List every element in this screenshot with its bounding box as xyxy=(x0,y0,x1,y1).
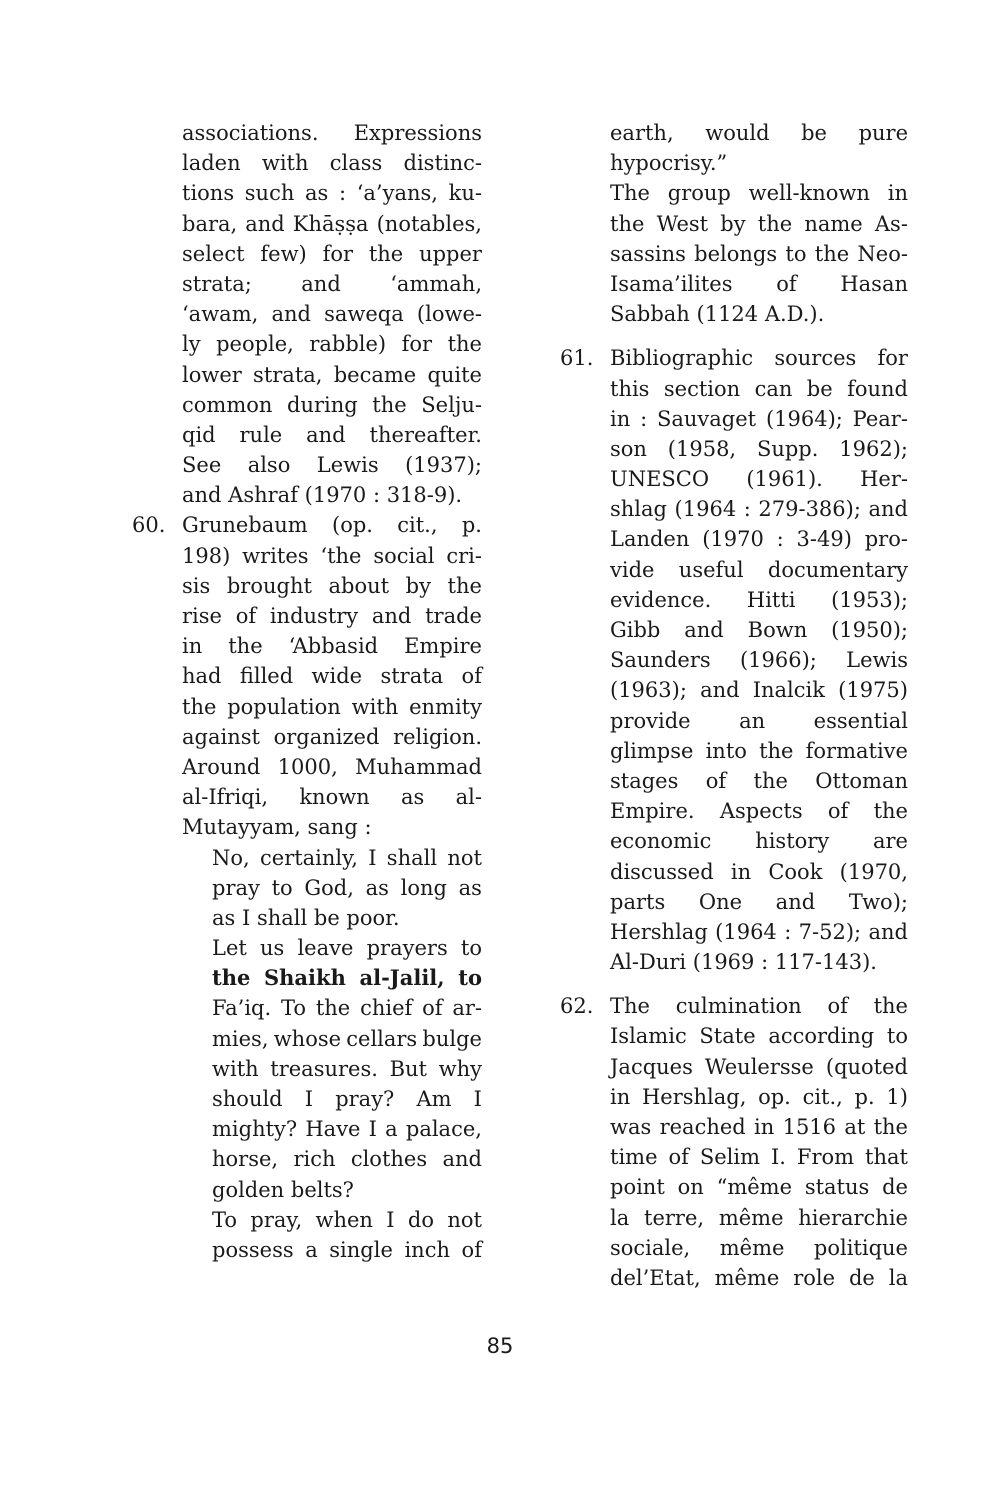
text-line: Around 1000, Muhammad xyxy=(182,754,482,779)
text-line: parts One and Two); xyxy=(610,889,908,914)
text-line: Islamic State according to xyxy=(610,1024,908,1049)
text-line: the West by the name As- xyxy=(610,211,908,236)
assassins-paragraph xyxy=(610,178,908,329)
footnote-number: 60. xyxy=(132,513,166,538)
text-line: Jacques Weulersse (quoted xyxy=(610,1054,908,1079)
text-line: laden with class distinc- xyxy=(182,151,482,176)
text-line: hypocrisy.” xyxy=(610,151,728,176)
text-line: stages of the Ottoman xyxy=(610,768,908,793)
text-line: sassins belongs to the Neo- xyxy=(610,241,908,266)
text-line: The culmination of the xyxy=(610,994,908,1019)
text-line: Mutayyam, sang : xyxy=(182,815,372,840)
text-line: Saunders (1966); Lewis xyxy=(610,648,908,673)
text-line: point on “même status de xyxy=(610,1175,908,1200)
verse-line: To pray, when I do not xyxy=(212,1207,482,1232)
verse-line: with treasures. But why xyxy=(212,1056,482,1081)
verse-line: horse, rich clothes and xyxy=(212,1147,482,1172)
text-line: UNESCO (1961). Her- xyxy=(610,467,908,492)
paragraph-continued xyxy=(182,118,482,510)
text-line: del’Etat, même role de la xyxy=(610,1265,908,1290)
text-line: Gibb and Bown (1950); xyxy=(610,618,908,642)
verse-line: should I pray? Am I xyxy=(212,1087,482,1111)
text-line: 198) writes ‘the social cri- xyxy=(182,543,482,568)
page-number: 85 xyxy=(486,1334,514,1358)
text-line: Hershlag (1964 : 7-52); and xyxy=(610,919,908,944)
text-line: Empire. Aspects of the xyxy=(610,799,908,824)
text-line: against organized religion. xyxy=(182,724,482,749)
text-line: son (1958, Supp. 1962); xyxy=(610,436,908,461)
text-line: sis brought about by the xyxy=(182,573,482,598)
text-line: evidence. Hitti (1953); xyxy=(610,587,908,612)
verse-quote xyxy=(182,843,482,1266)
text-line: See also Lewis (1937); xyxy=(182,453,482,478)
text-line: al-Ifriqi, known as al- xyxy=(182,785,482,810)
footnote-number: 61. xyxy=(560,346,594,371)
verse-line: golden belts? xyxy=(212,1177,354,1202)
text-line: provide an essential xyxy=(610,708,908,733)
verse-line: pray to God, as long as xyxy=(212,875,482,900)
text-line: had filled wide strata of xyxy=(182,664,482,689)
verse-line: the Shaikh al-Jalil, to xyxy=(212,965,482,991)
text-line: ‘awam, and saweqa (lowe- xyxy=(182,302,482,327)
text-line: Sabbah (1124 A.D.). xyxy=(610,302,825,327)
footnote-61 xyxy=(560,343,908,977)
left-column xyxy=(132,118,482,1265)
text-line: in the ‘Abbasid Empire xyxy=(182,634,482,659)
verse-line: Fa’iq. To the chief of ar- xyxy=(212,996,482,1021)
text-line: discussed in Cook (1970, xyxy=(610,859,908,884)
verse-line: No, certainly, I shall not xyxy=(212,845,482,870)
text-line: shlag (1964 : 279-386); and xyxy=(610,497,908,522)
text-line: strata; and ‘ammah, xyxy=(182,271,482,296)
text-line: select few) for the upper xyxy=(182,241,482,266)
verse-line: possess a single inch of xyxy=(212,1237,482,1262)
text-line: The group well-known in xyxy=(610,181,908,206)
right-column xyxy=(560,118,908,1293)
text-line: in : Sauvaget (1964); Pear- xyxy=(610,406,908,431)
text-line: this section can be found xyxy=(610,376,908,401)
text-line: glimpse into the formative xyxy=(610,738,908,763)
verse-line: mies, whose cellars bulge xyxy=(212,1026,482,1051)
text-line: bara, and Khāṣṣa (notables, xyxy=(182,211,482,236)
text-line: qid rule and thereafter. xyxy=(182,422,482,447)
verse-line: Let us leave prayers to xyxy=(212,936,482,961)
verse-line: as I shall be poor. xyxy=(212,905,400,930)
text-line: earth, would be pure xyxy=(610,121,908,145)
text-line: Grunebaum (op. cit., p. xyxy=(182,513,482,538)
text-line: ly people, rabble) for the xyxy=(182,332,482,357)
footnote-62 xyxy=(560,991,908,1293)
text-line: associations. Expressions xyxy=(182,121,482,145)
text-line: in Hershlag, op. cit., p. 1) xyxy=(610,1084,908,1109)
text-line: lower strata, became quite xyxy=(182,362,482,387)
text-line: la terre, même hierarchie xyxy=(610,1205,908,1230)
text-line: economic history are xyxy=(610,829,908,854)
text-line: tions such as : ‘a’yans, ku- xyxy=(182,181,482,206)
text-line: common during the Selju- xyxy=(182,392,482,417)
text-line: the population with enmity xyxy=(182,694,482,719)
text-line: sociale, même politique xyxy=(610,1235,908,1260)
text-line: vide useful documentary xyxy=(610,557,908,582)
text-line: (1963); and Inalcik (1975) xyxy=(610,678,908,703)
continued-quote xyxy=(610,118,908,178)
text-line: rise of industry and trade xyxy=(182,604,482,628)
text-line: Isama’ilites of Hasan xyxy=(610,271,908,296)
text-line: Bibliographic sources for xyxy=(610,346,908,371)
text-line: was reached in 1516 at the xyxy=(610,1115,908,1139)
footnote-number: 62. xyxy=(560,994,594,1019)
text-line: and Ashraf (1970 : 318-9). xyxy=(182,483,463,508)
footnote-60 xyxy=(132,510,482,1265)
text-line: Landen (1970 : 3-49) pro- xyxy=(610,527,908,552)
text-line: Al-Duri (1969 : 117-143). xyxy=(610,950,877,975)
text-line: time of Selim I. From that xyxy=(610,1145,908,1170)
verse-line: mighty? Have I a palace, xyxy=(212,1117,482,1142)
